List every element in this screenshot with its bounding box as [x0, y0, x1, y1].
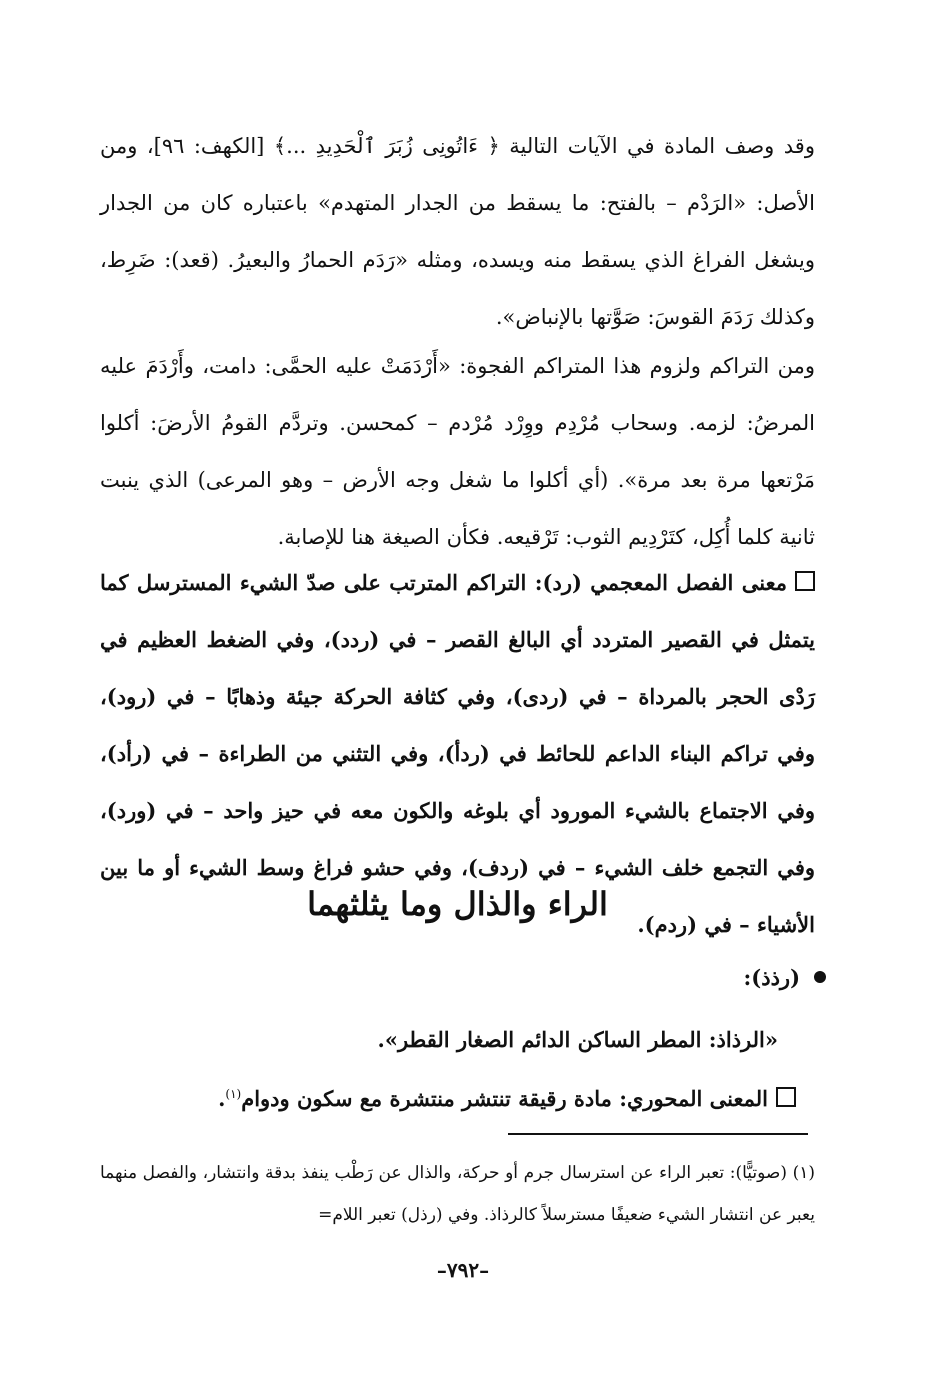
page-number: –٧٩٢–	[436, 1258, 490, 1282]
square-bullet-icon	[776, 1087, 796, 1107]
entry-central-meaning: المعنى المحوري: مادة رقيقة تنتشر منتشرة مع سكون ودوام$^{(١)}$.	[100, 1074, 796, 1119]
paragraph-2: ومن التراكم ولزوم هذا المتراكم الفجوة: «أَرْدَمَتْ عليه الحمَّى: دامت، وأَرْدَمَ عليه المرضُ: لزمه. وسحاب مُرْدِم ووِرْد مُرْدم – كمحسن. وتردَّم القومُ الأرضَ: أكلوا مَرْتعها مرة بعد مرة». (أي أكلوا ما شغل وجه الأرض – وهو المرعى) الذي ينبت ثانية كلما أُكِل، كتَرْدِيم الثوب: تَرْقيعه. فكأن الصيغة هنا للإصابة.	[100, 354, 815, 549]
footnote-ref: (١)	[225, 1087, 242, 1101]
footnote-separator	[508, 1133, 808, 1135]
entry-root: (رذذ):	[100, 958, 826, 998]
footnote: (١) (صوتيًّا): تعبر الراء عن استرسال جرم أو حركة، والذال عن رَطْب ينفذ بدقة وانتشار، والفصل منهما يعبر عن انتشار الشيء ضعيفًا مسترسلاً كالرذاذ. وفي (رذل) تعبر اللام=	[100, 1163, 815, 1225]
paragraph-1: وقد وصف المادة في الآيات التالية ﴿ ءَاتُونِى زُبَرَ ٱلْحَدِيدِ ...﴾ [الكهف: ٩٦]، ومن الأصل: «الرَدْم – بالفتح: ما يسقط من الجدار المتهدم» باعتباره كان من الجدار ويشغل الفراغ الذي يسقط منه ويسده، ومثله «رَدَم الحمارُ والبعيرُ. (قعد): ضَرِط، وكذلك رَدَمَ القوسَ: صَوَّتها بالإنباض».	[100, 134, 815, 329]
bullet-dot-icon	[814, 971, 826, 983]
section-heading: الراء والذال وما يثلثهما	[307, 885, 608, 923]
square-bullet-icon	[795, 571, 815, 591]
entry-definition: «الرذاذ: المطر الساكن الدائم الصغار القطر».	[377, 1027, 778, 1052]
paragraph-3-text: معنى الفصل المعجمي (رد): التراكم المترتب على صدّ الشيء المسترسل كما يتمثل في القصير المتردد أي البالغ القصر – في (ردد)، وفي الضغط العظيم في رَدْى الحجر بالمرداة – في (ردى)، وفي كثافة الحركة جيئة وذهابًا – في (رود)، وفي تراكم البناء الداعم للحائط في (ردأ)، وفي التثني من الطراءة – في (رأد)، وفي الاجتماع بالشيء المورود أي بلوغه والكون معه في حيز واحد – في (ورد)، وفي التجمع خلف الشيء – في (ردف)، وفي حشو فراغ وسط الشيء أو ما بين الأشياء – في (ردم).	[100, 570, 815, 937]
